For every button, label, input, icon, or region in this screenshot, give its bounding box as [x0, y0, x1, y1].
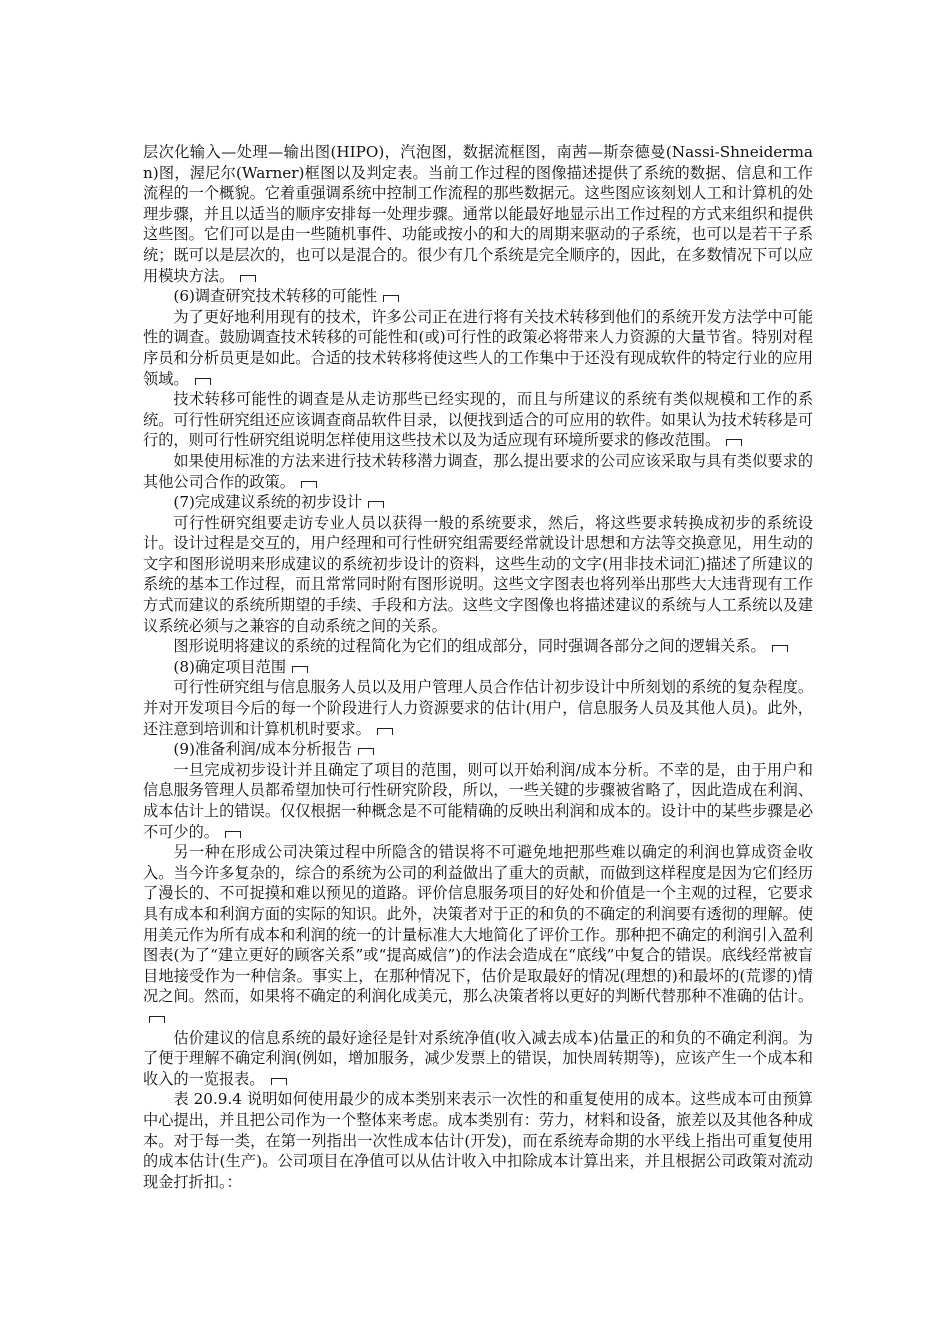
paragraph-5: 如果使用标准的方法来进行技术转移潜力调查，那么提出要求的公司应该采取与具有类似要求的其他公司合作的政策。: [143, 451, 813, 491]
paragraph-end-mark: [772, 645, 788, 652]
section-heading-8: (8)确定项目范围: [143, 657, 813, 678]
paragraph-end-mark: [301, 481, 317, 488]
paragraph-8: 图形说明将建议的系统的过程简化为它们的组成部分，同时强调各部分之间的逻辑关系。: [143, 636, 813, 657]
paragraph-end-mark: [383, 295, 399, 302]
section-heading-6: (6)调查研究技术转移的可能性: [143, 286, 813, 307]
paragraph-end-mark: [149, 1016, 165, 1023]
paragraph-end-mark: [358, 748, 374, 755]
paragraph-1: 层次化输入—处理—输出图(HIPO)，汽泡图，数据流框图，南茜—斯奈德曼(Nassi-Shneiderman)图，渥尼尔(Warner)框图以及判定表。当前工作过程的图像描述提供了系统的数据、信息和工作流程的一个概貌。它着重强调系统中控制工作流程的那些数据元。这些图应该刻划人工和计算机的处理步骤，并且以适当的顺序安排每一处理步骤。通常以能最好地显示出工作过程的方式来组织和提供这些图。它们可以是由一些随机事件、功能或按小的和大的周期来驱动的子系统，也可以是若干子系统；既可以是层次的，也可以是混合的。很少有几个系统是完全顺序的，因此，在多数情况下可以应用模块方法。: [143, 143, 813, 285]
paragraph-end-mark: [726, 439, 742, 446]
document-page: [143, 142, 813, 1192]
paragraph-7: 可行性研究组要走访专业人员以获得一般的系统要求，然后，将这些要求转换成初步的系统设计。设计过程是交互的，用户经理和可行性研究组需要经常就设计思想和方法等交换意见，用生动的文字和图形说明来形成建议的系统初步设计的资料，这些生动的文字(用非技术词汇)描述了所建议的系统的基本工作过程，而且常常同时附有图形说明。这些文字图表也将列举出那些大大违背现有工作方式而建议的系统所期望的手续、手段和方法。这些文字图像也将描述建议的系统与人工系统以及建议系统必须与之兼容的自动系统之间的关系。: [143, 513, 813, 635]
section-heading-9: (9)准备利润/成本分析报告: [143, 739, 813, 760]
paragraph-14: 估价建议的信息系统的最好途径是针对系统净值(收入减去成本)估量正的和负的不确定利润。为了便于理解不确定利润(例如，增加服务，减少发票上的错误，加快周转期等)，应该产生一个成本和收入的一览报表。: [143, 1028, 813, 1088]
paragraph-end-mark: [240, 275, 256, 282]
paragraph-end-mark: [225, 831, 241, 838]
paragraph-12: 一旦完成初步设计并且确定了项目的范围，则可以开始利润/成本分析。不幸的是，由于用户和信息服务管理人员都希望加快可行性研究阶段，所以，一些关键的步骤被省略了，因此造成在利润、成本估计上的错误。仅仅根据一种概念是不可能精确的反映出利润和成本的。设计中的某些步骤是必不可少的。: [143, 760, 813, 841]
paragraph-end-mark: [271, 1078, 287, 1085]
paragraph-3: 为了更好地利用现有的技术，许多公司正在进行将有关技术转移到他们的系统开发方法学中可能性的调查。鼓励调查技术转移的可能性和(或)可行性的政策必将带来人力资源的大量节省。特别对程序员和分析员更是如此。合适的技术转移将使这些人的工作集中于还没有现成软件的特定行业的应用领域。: [143, 307, 813, 388]
paragraph-15: 表 20.9.4 说明如何使用最少的成本类别来表示一次性的和重复使用的成本。这些成本可由预算中心提出，并且把公司作为一个整体来考虑。成本类别有：劳力，材料和设备，旅差以及其他各种成本。对于每一类，在第一列指出一次性成本估计(开发)，而在系统寿命期的水平线上指出可重复使用的成本估计(生产)。公司项目在净值可以从估计收入中扣除成本计算出来，并且根据公司政策对流动现金打折扣。：: [143, 1090, 813, 1191]
paragraph-10: 可行性研究组与信息服务人员以及用户管理人员合作估计初步设计中所刻划的系统的复杂程度。并对开发项目今后的每一个阶段进行人力资源要求的估计(用户，信息服务人员及其他人员)。此外，还注意到培训和计算机机时要求。: [143, 678, 813, 738]
paragraph-end-mark: [195, 378, 211, 385]
paragraph-end-mark: [377, 728, 393, 735]
section-heading-7: (7)完成建议系统的初步设计: [143, 492, 813, 513]
paragraph-4: 技术转移可能性的调查是从走访那些已经实现的，而且与所建议的系统有类似规模和工作的系统。可行性研究组还应该调查商品软件目录，以便找到适合的可应用的软件。如果认为技术转移是可行的，则可行性研究组说明怎样使用这些技术以及为适应现有环境所要求的修改范围。: [143, 390, 813, 450]
paragraph-end-mark: [368, 501, 384, 508]
paragraph-13: 另一种在形成公司决策过程中所隐含的错误将不可避免地把那些难以确定的利润也算成资金收入。当今许多复杂的，综合的系统为公司的利益做出了重大的贡献，而做到这样程度是因为它们经历了漫长的、不可捉摸和难以预见的道路。评价信息服务项目的好处和价值是一个主观的过程，它要求具有成本和利润方面的实际的知识。此外，决策者对于正的和负的不确定的利润要有透彻的理解。使用美元作为所有成本和利润的统一的计量标准大大地简化了评价工作。那种把不确定的利润引入盈利图表(为了“建立更好的顾客关系”或“提高威信”)的作法会造成在“底线”中复合的错误。底线经常被盲目地接受作为一种信条。事实上，在那种情况下，估价是取最好的情况(理想的)和最坏的(荒谬的)情况之间。然而，如果将不确定的利润化成美元，那么决策者将以更好的判断代替那种不准确的估计。: [143, 842, 813, 1027]
paragraph-end-mark: [292, 666, 308, 673]
